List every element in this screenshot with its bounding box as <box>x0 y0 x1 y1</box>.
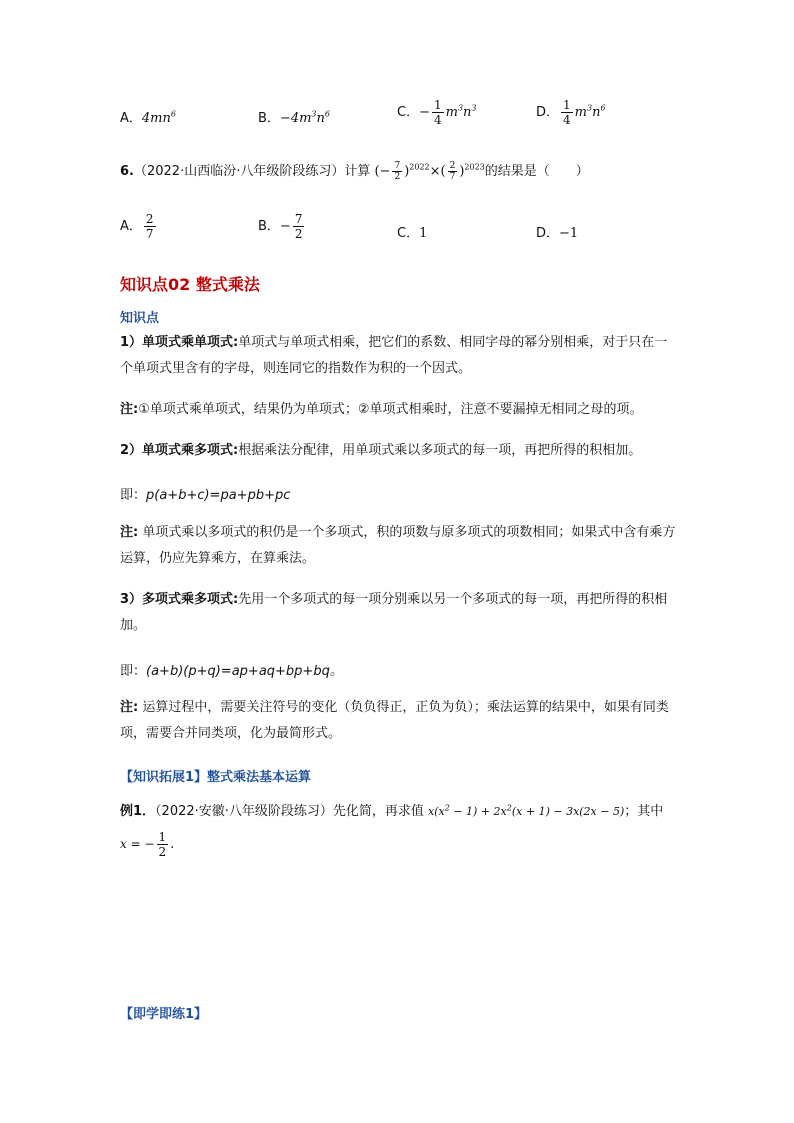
point-1: 1）单项式乘单项式:单项式与单项式相乘，把它们的系数、相同字母的幂分别相乘，对于只在一个单项式里含有的字母，则连同它的指数作为积的一个因式。 <box>120 335 668 376</box>
expansion-1-title: 【知识拓展1】整式乘法基本运算 <box>120 770 312 785</box>
fraction-1-4: $\frac{1}{4}$ <box>433 98 442 127</box>
section-title: 知识点02 整式乘法 <box>120 275 260 294</box>
practice-1-title: 【即学即练1】 <box>120 1007 208 1022</box>
section-subtitle: 知识点 <box>120 311 160 326</box>
example-1: 例1．（2022·安徽·八年级阶段练习）先化简，再求值 $x(x^2 - 1) + 2x^2(x + 1) - 3x(2x - 5)$；其中 <box>120 803 664 819</box>
fraction-1-4: $\frac{1}{4}$ <box>563 98 571 127</box>
example-1-expression: $x(x^2 - 1) + 2x^2(x + 1) - 3x(2x - 5)$ <box>428 803 625 818</box>
note-3: 注: 运算过程中，需要关注符号的变化（负负得正，正负为负）；乘法运算的结果中，如果有同类项，需要合并同类项，化为最简形式。 <box>120 700 669 741</box>
q5-option-b-expr: $-4m^3n^6$ <box>279 109 330 126</box>
q5-option-d: D． $\frac{1}{4}$ $m^3n^6$ <box>536 98 606 127</box>
q6-expression: (− $\frac{7}{2}$ )$^{2022}$×( $\frac{2}{7}$ )$^{2023}$ <box>374 161 485 182</box>
fraction-7-2: $\frac{7}{2}$ <box>294 212 303 241</box>
formula-1: 即：p(a+b+c)=pa+pb+pc <box>120 488 291 503</box>
example-1-x-value: x = − $\frac{1}{2}$ . <box>120 830 175 859</box>
q6-option-a: A． $\frac{2}{7}$ <box>120 212 154 241</box>
fraction-2-7: $\frac{2}{7}$ <box>145 212 154 241</box>
point-3: 3）多项式乘多项式:先用一个多项式的每一项分别乘以另一个多项式的每一项，再把所得的积相加。 <box>120 592 668 633</box>
question-6: 6.（2022·山西临汾·八年级阶段练习）计算 (− $\frac{7}{2}$ )$^{2022}$×( $\frac{2}{7}$ )$^{2023}$的结果是（ ） <box>120 161 589 182</box>
fraction-1-2: $\frac{1}{2}$ <box>158 830 167 859</box>
note-2: 注: 单项式乘以多项式的积仍是一个多项式，积的项数与原多项式的项数相同；如果式中含有乘方运算，仍应先算乘方，在算乘法。 <box>120 525 676 566</box>
point-2: 2）单项式乘多项式:根据乘法分配律，用单项式乘以多项式的每一项，再把所得的积相加。 <box>120 443 642 458</box>
q6-option-d: D．−1 <box>536 226 579 241</box>
formula-2: 即：(a+b)(p+q)=ap+aq+bp+bq。 <box>120 664 343 679</box>
q5-option-a: A．$4mn^6$ <box>120 109 176 126</box>
q5-option-c: C．− $\frac{1}{4}$ $m^3n^3$ <box>397 98 477 127</box>
q6-option-b: B．− $\frac{7}{2}$ <box>258 212 303 241</box>
q5-option-b: B．$-4m^3n^6$ <box>258 109 330 126</box>
note-1: 注:①单项式乘单项式，结果仍为单项式；②单项式相乘时，注意不要漏掉无相同之母的项。 <box>120 402 643 417</box>
q6-option-c: C．1 <box>397 226 428 241</box>
q5-option-a-expr: $4mn^6$ <box>141 109 176 126</box>
